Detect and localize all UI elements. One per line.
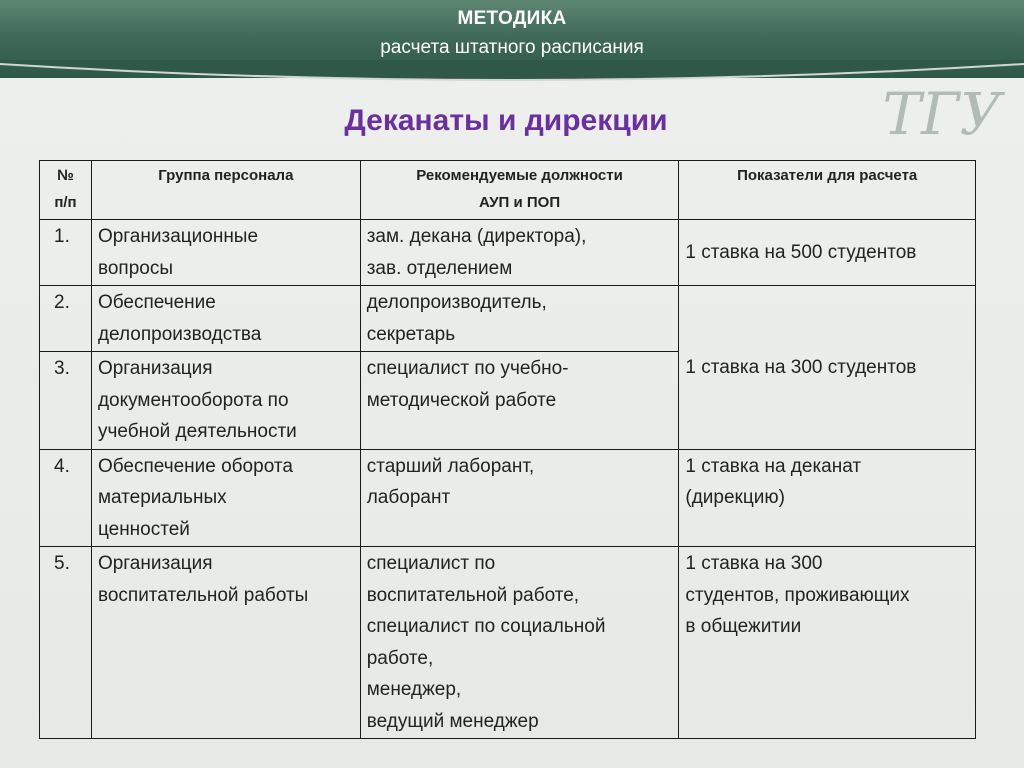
row-group: [91, 352, 360, 450]
header-indicators-label: Показатели для расчета: [737, 167, 918, 184]
header-positions-line1: Рекомендуемые должности: [416, 167, 623, 184]
table-header-row: [40, 161, 976, 220]
cell-line: воспитательной работе,: [366, 584, 580, 606]
cell-line: учебной деятельности: [97, 421, 297, 442]
table-row: [40, 220, 976, 286]
row-num: 4.: [40, 449, 92, 547]
row-positions: [360, 547, 679, 739]
staff-table: [39, 160, 976, 739]
cell-line: ведущий менеджер: [366, 710, 539, 732]
table-row: [40, 547, 976, 739]
cell-line: делопроизводства: [97, 323, 262, 345]
cell-line: 1 ставка на деканат: [685, 455, 862, 477]
row-num: 5.: [40, 547, 92, 739]
logo-text: ТГУ: [882, 80, 1002, 148]
cell-line: зав. отделением: [366, 257, 513, 279]
cell-line: работе,: [366, 647, 434, 669]
header-indicators: [679, 161, 976, 220]
cell-line: методической работе: [366, 389, 557, 411]
header-group: [91, 161, 360, 220]
cell-line: вопросы: [97, 257, 173, 279]
page-title: Деканаты и дирекции: [344, 104, 668, 137]
cell-line: зам. декана (директора),: [366, 226, 587, 247]
cell-line: (дирекцию): [685, 487, 785, 508]
row-indicator: [679, 547, 976, 739]
cell-line: 1 ставка на 300: [685, 553, 823, 574]
table-row: [40, 449, 976, 547]
row-indicator: [679, 449, 976, 547]
cell-line: специалист по социальной: [366, 616, 606, 637]
row-num: 2.: [40, 286, 92, 352]
table-row: [40, 286, 976, 352]
cell-line: 1 ставка на 300 студентов: [685, 356, 917, 378]
cell-line: Организационные: [97, 226, 259, 247]
cell-line: Организация: [97, 553, 213, 574]
cell-line: специалист по учебно-: [366, 358, 569, 379]
header-num-line1: №: [57, 167, 74, 184]
header-num-line2: п/п: [54, 194, 77, 211]
row-positions: [360, 352, 679, 450]
cell-line: старший лаборант,: [366, 455, 535, 477]
row-positions: [360, 220, 679, 286]
cell-line: специалист по: [366, 553, 496, 574]
row-group: [91, 286, 360, 352]
row-positions: [360, 286, 679, 352]
header-subtitle: расчета штатного расписания: [380, 37, 644, 58]
cell-line: лаборант: [366, 487, 451, 508]
cell-line: Обеспечение: [97, 292, 216, 313]
cell-line: в общежитии: [685, 616, 802, 637]
row-indicator-merged: [679, 286, 976, 450]
cell-line: документооборота по: [97, 389, 289, 411]
header-positions: [360, 161, 679, 220]
header-curve: [0, 60, 1024, 100]
header-group-label: Группа персонала: [158, 167, 294, 184]
header-num: [40, 161, 92, 220]
header-title: МЕТОДИКА: [457, 8, 567, 29]
row-group: [91, 547, 360, 739]
header-positions-line2: АУП и ПОП: [478, 194, 561, 211]
cell-line: секретарь: [366, 323, 456, 345]
row-group: [91, 220, 360, 286]
cell-line: делопроизводитель,: [366, 292, 547, 313]
cell-line: 1 ставка на 500 студентов: [685, 241, 917, 263]
cell-line: менеджер,: [366, 679, 462, 700]
cell-line: студентов, проживающих: [685, 584, 910, 606]
row-num: 3.: [40, 352, 92, 450]
cell-line: ценностей: [97, 518, 190, 540]
cell-line: Обеспечение оборота: [97, 455, 293, 477]
cell-line: Организация: [97, 358, 213, 379]
row-indicator: [679, 220, 976, 286]
row-num: 1.: [40, 220, 92, 286]
cell-line: материальных: [97, 487, 227, 508]
cell-line: воспитательной работы: [97, 584, 309, 606]
row-group: [91, 449, 360, 547]
row-positions: [360, 449, 679, 547]
